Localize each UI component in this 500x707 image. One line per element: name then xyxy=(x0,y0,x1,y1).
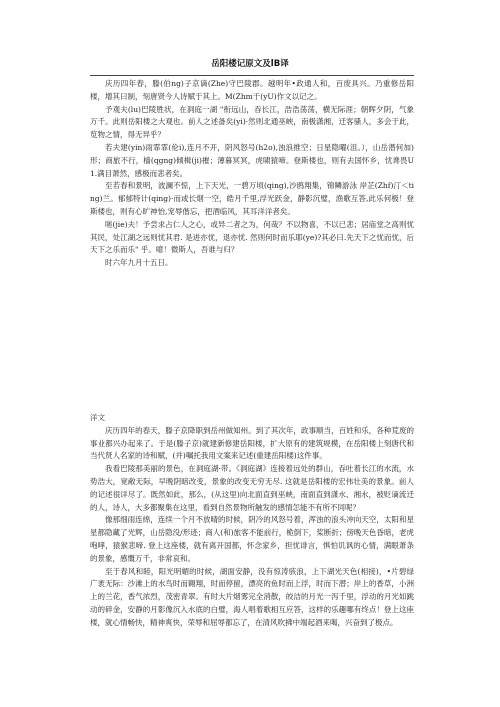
original-paragraph-6: 时六年九月十五日。 xyxy=(105,258,173,268)
translation-paragraph-2: 我看巴陵那美丽的景色，在洞庭湖·带。《洞庭湖》连接着远处的群山，吞吐着长江的水流，水势浩大，宽敞无际，早晚阴暗改变，景象的改变无穷无尽. 这就是岳阳楼的宏伟壮美的景象。前人的记述很详尽了。既然如此，那么，(从这里)向北面直到巫峡，南面直到潇水、湘水，被贬谪流迁的人，诗人，大多都聚集在这里，看到自然景物所触发的感情怎能不有所不同呢？ xyxy=(90,464,414,512)
original-paragraph-2: 予观夫(lu)巴陵胜状，在洞庭一湖 "衔远山，吞长江，浩浩荡荡，横无际涯；朝晖夕阴，气象万千。此则岳阳楼之大观也。前人之述备矣(yi)·然则北通巫峡，南极潇湘，迁客骚人，多会于此，览物之情，得无异乎？ xyxy=(90,104,414,140)
original-paragraph-1: 庆历四年春，滕(伯ng)子京谪(Zhe)守巴陵郡。越明年•政通人和，百废具兴。乃重修岳阳楼，增其曰制，刻唐贤今人诗赋于其上。M(Zhm于(yU)作文以记之。 xyxy=(90,79,414,101)
translation-label: 洋文 xyxy=(90,413,105,422)
title-rule xyxy=(90,75,414,76)
original-text xyxy=(90,78,414,270)
original-paragraph-4: 至若春和景明，波澜不惊，上下天光，一碧万顷(qing),沙鸥翔集，锦鳞游泳 岸芷(Zhf)汀＜ting)兰。郁郁特计(qing)·而或长烟一空，皓月千里,浮光跃金，静影沉璧，渔歌互答,此乐何极！登斯楼也，则有心旷神怡,宠辱偕忘，把酒临风，其耳洋洋者矣。 xyxy=(90,181,414,216)
translation-paragraph-4: 至于春风和睦，阳光明媚的时候，湖面安静，没有惊涛骇浪，上下湖光天色(相接)，•片碧绿广袤无际：沙滩上的水鸟时而翱翔，时而停留，漂亮的鱼时而上浮，时而下潜；岸上的香草，小洲上的兰花，香气浓烈，茂密青翠。有时大片烟雾完全消散，皎洁的月光一泻千里，浮动的月光如跳动的碎金，安静的月影像沉入水底的白璧，海人唱着歌相互应答，这样的乐趣哪有终点！登上这座楼，就心情畅快，精神爽快，荣辱和屈辱都忘了，在清风吹拂中端起酒来喝，兴奋到了极点。 xyxy=(90,566,414,627)
translation-text xyxy=(90,412,414,630)
translation-paragraph-3: 像那细雨连绵，连续一个月不放晴的时候，阴冷的风怒号着，浑浊的浪头冲向天空，太阳和星星都隐藏了光辉，山岳隐没/形迹；商人(和)旅客不能前行，桅倒下，桨断折；傍晚天色昏暗，老虎咆哮，猿猴悲啼. 登上这座楼，就有离开国都，怀念家乡，担忧诽言，惧怕讥讽的心情，满眼萧条的景象，感慨万千，非常哀和。 xyxy=(90,515,414,563)
document-title: 岳阳楼记原文及lB译 xyxy=(211,59,289,69)
translation-paragraph-1: 庆历四年的春天，滕子京降职到岳州做知州。到了其次年，政事顺当，百姓和乐，各种荒废的事业都兴办起来了。于是(滕子京)就建新修建岳阳楼，扩大原有的建筑规模，在岳阳楼上刻唐代和当代贤人名家的诗和赋，(并)嘱托我用文案来记述(重建岳阳楼)这件事。 xyxy=(90,425,414,461)
original-paragraph-5: 嗟(jie)夫！予尝求占仁人之心，或异二者之为，何哉？不以物喜，不以已悲；居庙堂之高则忧其民，处江湖之远则忧其君. 是进亦忧，退亦忧. 然则何时而乐耶(ye)?其必曰.先天下之忧而忧，后天下之乐而乐" 乎。噫！微斯人，吾谁与归？ xyxy=(90,219,414,255)
original-paragraph-3: 若夫建(yin)雨霏霏(伦i),连月不开，阴风怒号(h2o),浊浪推空；日星隐曜(沮。），山岳潜何加)形；商旅不行，樯(qgng)倾楫(ji)摧；薄暮冥冥，虎啸猿啼。登斯楼也，则有去国怀乡，忧谗畏U1.满目萧然，感极而悲者矣。 xyxy=(90,142,414,178)
